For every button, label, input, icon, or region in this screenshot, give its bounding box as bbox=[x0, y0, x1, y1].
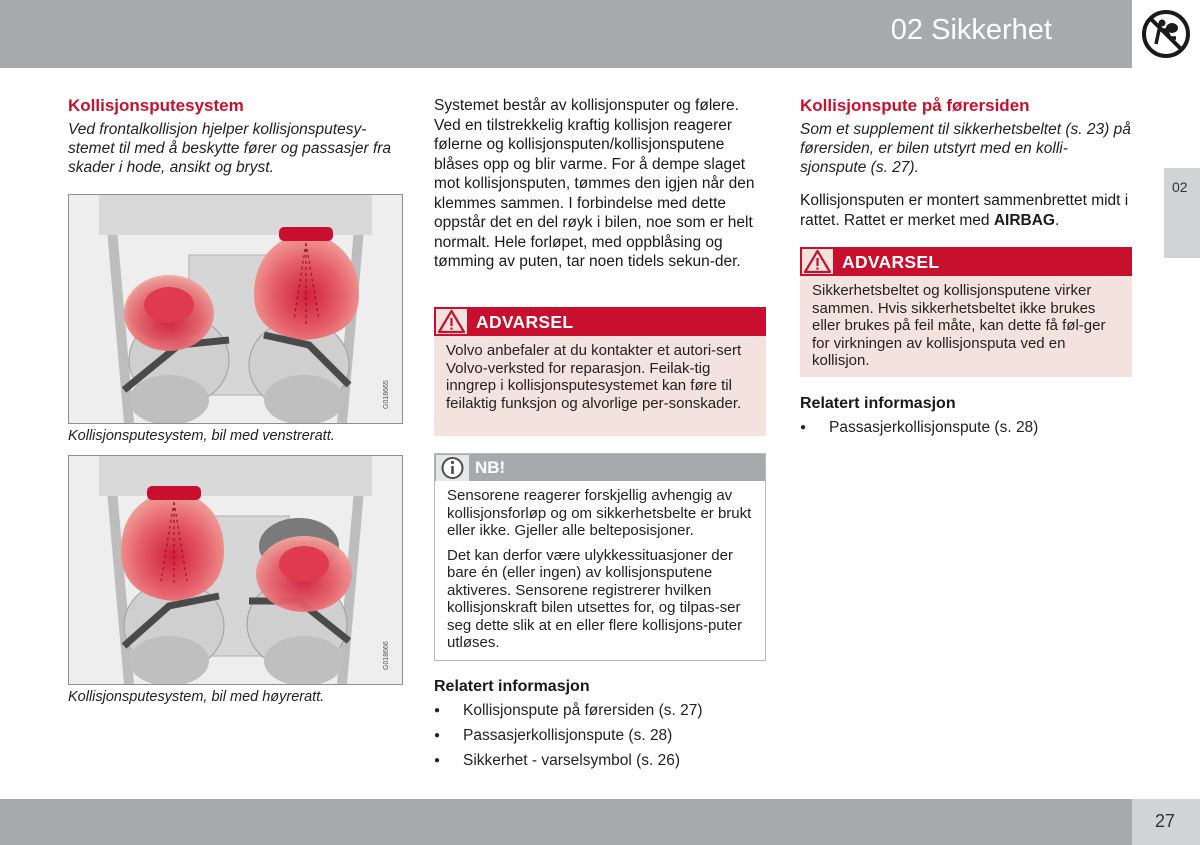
figure-code: G018666 bbox=[383, 641, 390, 670]
driver-airbag-description: Kollisjonsputen er montert sammenbrettet midt i rattet. Rattet er merket med AIRBAG. bbox=[800, 192, 1129, 229]
page-footer bbox=[0, 799, 1132, 845]
page-header bbox=[0, 0, 1132, 68]
warning-text: Volvo anbefaler at du kontakter et autori-sert Volvo-verksted for reparasjon. Feilak-tig inngrep i kollisjonsputesystemet kan føre til feilaktig funksjon og alvorlige per-sonskader. bbox=[446, 342, 742, 412]
section-heading-driver-airbag: Kollisjonspute på førersiden bbox=[800, 96, 1030, 115]
figure-left-hand-drive bbox=[68, 194, 403, 424]
info-icon bbox=[436, 455, 469, 481]
airbag-warning-icon bbox=[1132, 0, 1200, 68]
page-number-box bbox=[1132, 799, 1200, 845]
related-info-heading: Relatert informasjon bbox=[800, 395, 956, 412]
chapter-tab[interactable] bbox=[1164, 168, 1200, 258]
figure-code: G018665 bbox=[383, 380, 390, 409]
header-icon-box bbox=[1132, 0, 1200, 68]
section-heading-airbag-system: Kollisjonsputesystem bbox=[68, 96, 244, 115]
note-title: NB! bbox=[475, 458, 506, 477]
chapter-title: 02 Sikkerhet bbox=[890, 14, 1052, 46]
warning-header bbox=[800, 247, 1132, 276]
related-link[interactable]: ● Passasjerkollisjonspute (s. 28) bbox=[434, 723, 766, 748]
airbag-illustration-rhd bbox=[69, 456, 402, 684]
related-link[interactable]: ● Kollisjonspute på førersiden (s. 27) bbox=[434, 698, 766, 723]
note-paragraph-1: Sensorene reagerer forskjellig avhengig av kollisjonsforløp og om sikkerhetsbelte er brukt eller ikke. Gjeller alle belteposisjoner. bbox=[447, 487, 752, 539]
related-info-middle bbox=[434, 678, 766, 773]
warning-header bbox=[434, 307, 766, 336]
warning-title: ADVARSEL bbox=[476, 312, 574, 332]
note-header bbox=[435, 454, 765, 481]
warning-text: Sikkerhetsbeltet og kollisjonsputene virker sammen. Hvis sikkerhetsbeltet ikke brukes eller brukes på feil måte, kan dette få føl-ger for virkningen av kollisjonsputa ved en kollisjon. bbox=[812, 282, 1106, 369]
related-link[interactable]: ● Sikkerhet - varselsymbol (s. 26) bbox=[434, 748, 766, 773]
related-info-heading: Relatert informasjon bbox=[434, 678, 590, 695]
warning-triangle-icon bbox=[436, 309, 467, 334]
note-box bbox=[434, 453, 766, 661]
warning-box-seatbelt bbox=[800, 247, 1132, 377]
section-lead-driver-airbag: Som et supplement til sikkerhetsbeltet (s. 23) på førersiden, er bilen utstyrt med en kolli-sjonspute (s. 27). bbox=[800, 121, 1131, 176]
page-number: 27 bbox=[1155, 811, 1176, 831]
warning-box-repair bbox=[434, 307, 766, 436]
section-lead-airbag-system: Ved frontalkollisjon hjelper kollisjonsputesy-stemet til med å beskytte fører og passasjer fra skader i hode, ansikt og bryst. bbox=[68, 121, 392, 176]
related-info-right bbox=[800, 395, 1132, 440]
airbag-label: AIRBAG bbox=[993, 211, 1055, 229]
chapter-tab-label: 02 bbox=[1172, 179, 1188, 195]
system-description: Systemet består av kollisjonsputer og følere. Ved en tilstrekkelig kraftig kollisjon reagerer følerne og kollisjonsputen/kollisjonsputene blåses opp og blir varme. For å dempe slaget mot kollisjonsputen, tømmes den igjen når den klemmes sammen. I forbindelse med dette oppstår det en del røyk i bilen, noe som er helt normalt. Hele forløpet, med oppblåsing og tømming av puten, tar noen tidels sekun-der. bbox=[434, 97, 755, 270]
airbag-illustration-lhd bbox=[69, 195, 402, 423]
warning-title: ADVARSEL bbox=[842, 252, 940, 272]
related-link[interactable]: ● Passasjerkollisjonspute (s. 28) bbox=[800, 415, 1132, 440]
figure-caption-rhd: Kollisjonsputesystem, bil med høyreratt. bbox=[68, 689, 325, 705]
warning-triangle-icon bbox=[802, 249, 833, 274]
note-paragraph-2: Det kan derfor være ulykkessituasjoner der bare én (eller ingen) av kollisjonsputene aktiveres. Sensorene registrerer hvilken kollisjonskraft bilen utsettes for, og tilpas-ser seg dette slik at en eller flere kollisjons-puter utløses. bbox=[447, 546, 743, 651]
figure-caption-lhd: Kollisjonsputesystem, bil med venstreratt. bbox=[68, 428, 335, 444]
figure-right-hand-drive bbox=[68, 455, 403, 685]
